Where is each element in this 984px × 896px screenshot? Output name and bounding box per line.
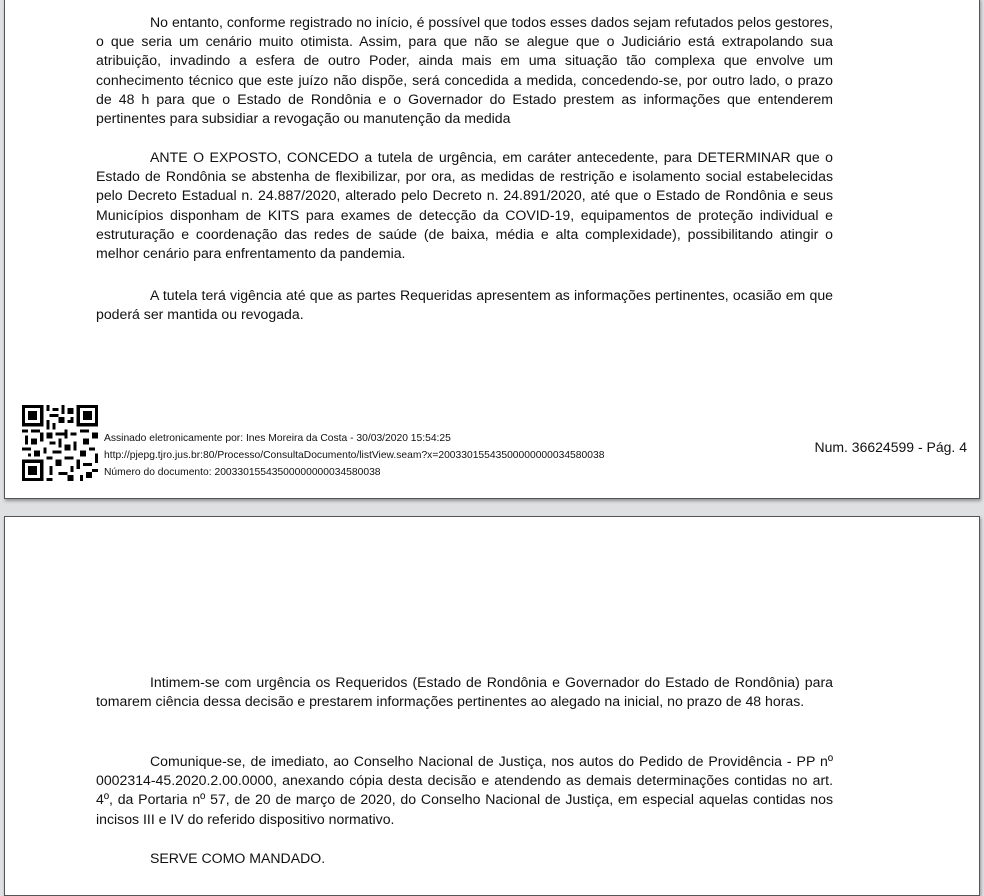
qr-code-icon (22, 405, 98, 481)
paragraph-ante-o-exposto: ANTE O EXPOSTO, CONCEDO a tutela de urgência, em caráter antecedente, para DETERMINAR que o Estado de Rondônia se abstenha de flexibilizar, por ora, as medidas de restrição e isolamento social estabelecidas pelo Decreto Estadual n. 24.887/2020, alterado pelo Decreto n. 24.891/2020, até que o Estado de Rondônia e seus Municípios disponham de KITS para exames de detecção da COVID-19, equipamentos de proteção individual e estruturação e coordenação das redes de saúde (de baixa, média e alta complexidade), possibilitando atingir o melhor cenário para enfrentamento da pandemia. (96, 149, 833, 262)
document-page-4 (4, 0, 980, 499)
page-number: Num. 36624599 - Pág. 4 (814, 439, 967, 455)
paragraph-comunique-se: Comunique-se, de imediato, ao Conselho Nacional de Justiça, nos autos do Pedido de Providência - PP nº 0002314-45.2020.2.00.0000, anexando cópia desta decisão e atendendo as demais determinações contidas no art. 4º, da Portaria nº 57, de 20 de março de 2020, do Conselho Nacional de Justiça, em especial aquelas contidas nos incisos III e IV do referido dispositivo normativo. (96, 753, 833, 827)
paragraph-serve-como-mandado: SERVE COMO MANDADO. (150, 850, 326, 866)
document-page-5 (4, 516, 980, 896)
signature-document-number: Número do documento: 20033015543500000000034580038 (104, 467, 381, 478)
signature-url: http://pjepg.tjro.jus.br:80/Processo/ConsultaDocumento/listView.seam?x=20033015543500000000034580038 (104, 450, 605, 461)
paragraph-intimem-se: Intimem-se com urgência os Requeridos (Estado de Rondônia e Governador do Estado de Rondônia) para tomarem ciência dessa decisão e prestarem informações pertinentes ao alegado na inicial, no prazo de 48 horas. (96, 674, 833, 710)
paragraph-prazo-48h: No entanto, conforme registrado no início, é possível que todos esses dados sejam refutados pelos gestores, o que seria um cenário muito otimista. Assim, para que não se alegue que o Judiciário está extrapolando sua atribuição, invadindo a esfera de outro Poder, ainda mais em uma situação tão complexa que envolve um conhecimento técnico que este juízo não dispõe, será concedida a medida, concedendo-se, por outro lado, o prazo de 48 h para que o Estado de Rondônia e o Governador do Estado prestem as informações que entenderem pertinentes para subsidiar a revogação ou manutenção da medida (96, 14, 833, 127)
signature-signed-by: Assinado eletronicamente por: Ines Moreira da Costa - 30/03/2020 15:54:25 (104, 433, 451, 444)
paragraph-tutela-vigencia: A tutela terá vigência até que as partes Requeridas apresentem as informações pertinentes, ocasião em que poderá ser mantida ou revogada. (96, 287, 833, 323)
